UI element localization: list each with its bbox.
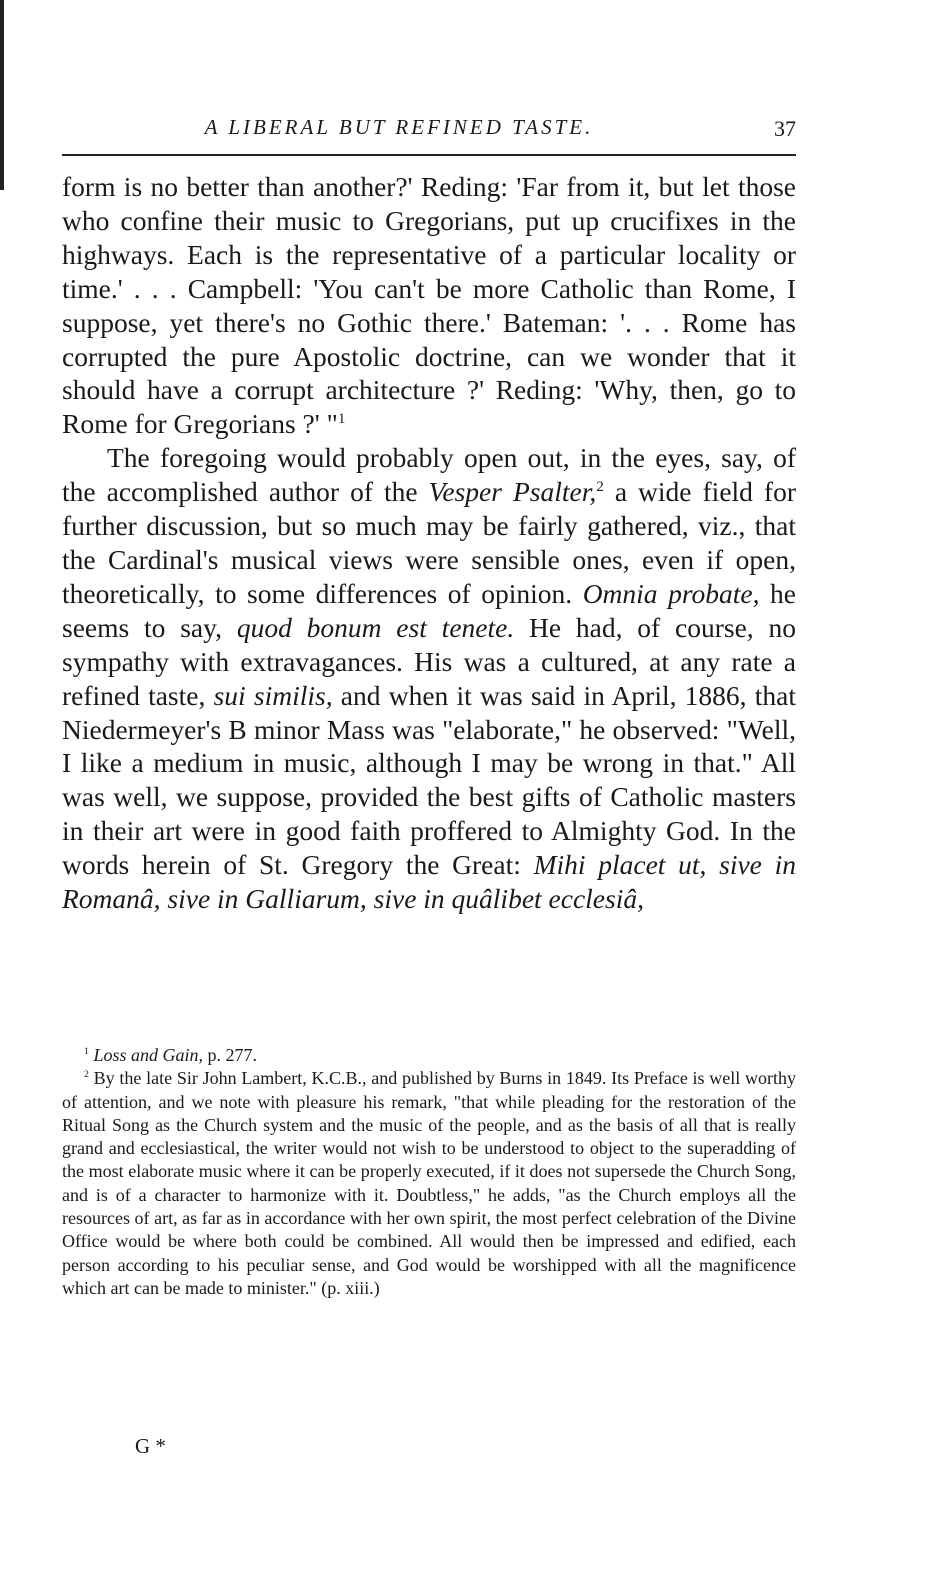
- footnote-ref-2: 2: [596, 479, 604, 495]
- paragraph-2-text-3: he seems to say,: [62, 577, 796, 643]
- footnote-1-title: Loss and Gain,: [93, 1045, 203, 1065]
- running-head: A LIBERAL BUT REFINED TASTE.: [204, 115, 594, 139]
- footnote-2-text: By the late Sir John Lambert, K.C.B., and published by Burns in 1849. Its Preface is well worthy of attention, and we note with pleasure his remark, "that while pleading for the restoration of the Ritual Song as the Church system and the music of the people, and as the basis of all that is really grand and ecclesiastical, the writer would not wish to be understood to object to the superadding of the most elaborate music where it can be properly executed, if it does not supersede the Church Song, and is of a character to harmonize with it. Doubtless," he adds, "as the Church employs all the resources of art, as far as in accordance with her own spirit, the most perfect celebration of the Divine Office would be where both could be combined. All would then be impressed and edified, each person according to his peculiar sense, and God would be worshipped with all the magnificence which art can be made to minister." (p. xiii.): [62, 1068, 797, 1298]
- paragraph-2-text-4: He had, of course, no sympathy with extravagances. His was a cultured, at any rate a refined taste,: [62, 611, 797, 711]
- footnote-1: [62, 1044, 796, 1067]
- italic-sui-similis: sui similis,: [213, 679, 333, 711]
- italic-vesper-psalter: Vesper Psalter,: [428, 476, 597, 508]
- paragraph-1-text: form is no better than another?' Reding: 'Far from it, but let those who confine their music to Gregorians, put up crucifixes in the highways. Each is the representative of a particular locality or time.' . . . Campbell: 'You can't be more Catholic than Rome, I suppose, yet there's no Gothic there.' Bateman: '. . . Rome has corrupted the pure Apostolic doctrine, can we wonder that it should have a corrupt architecture ?' Reding: 'Why, then, go to Rome for Gregorians ?' ": [62, 171, 796, 440]
- header-rule: [62, 154, 796, 156]
- paragraph-2-text-5: and when it was said in April, 1886, that Niedermeyer's B minor Mass was "elaborate," he observed: "Well, I like a medium in music, although I may be wrong in that." All was well, we suppose, provided the best gifts of Catholic masters in their art were in good faith proffered to Almighty God. In the words herein of St. Gregory the Great:: [62, 679, 797, 881]
- page-header: [62, 112, 796, 148]
- italic-omnia-probate: Omnia probate,: [582, 577, 760, 609]
- footnote-1-mark: 1: [84, 1046, 89, 1057]
- paragraph-2: [62, 441, 796, 916]
- paragraph-2-text-2: a wide field for further discussion, but so much may be fairly gathered, viz., that the Cardinal's musical views were sensible ones, even if open, theoretically, to some differences of opinion.: [62, 476, 796, 609]
- paragraph-2-text-1: The foregoing would probably open out, in the eyes, say, of the accomplished author of the: [62, 442, 796, 508]
- footnotes: [62, 1044, 796, 1300]
- footnote-2-mark: 2: [84, 1069, 89, 1081]
- footnote-ref-1: 1: [337, 411, 346, 428]
- italic-quod-bonum: quod bonum est tenete.: [236, 611, 515, 643]
- italic-latin-quote: Mihi placet ut, sive in Romanâ, sive in Galliarum, sive in quâlibet ecclesiâ,: [62, 849, 796, 915]
- page-number: 37: [774, 116, 796, 141]
- footnote-2: [62, 1067, 796, 1300]
- signature-mark: G *: [135, 1434, 166, 1458]
- page-edge-shadow: [0, 0, 4, 190]
- body-text: [62, 170, 796, 916]
- footnote-1-page: p. 277.: [202, 1045, 257, 1065]
- paragraph-1: [62, 170, 796, 441]
